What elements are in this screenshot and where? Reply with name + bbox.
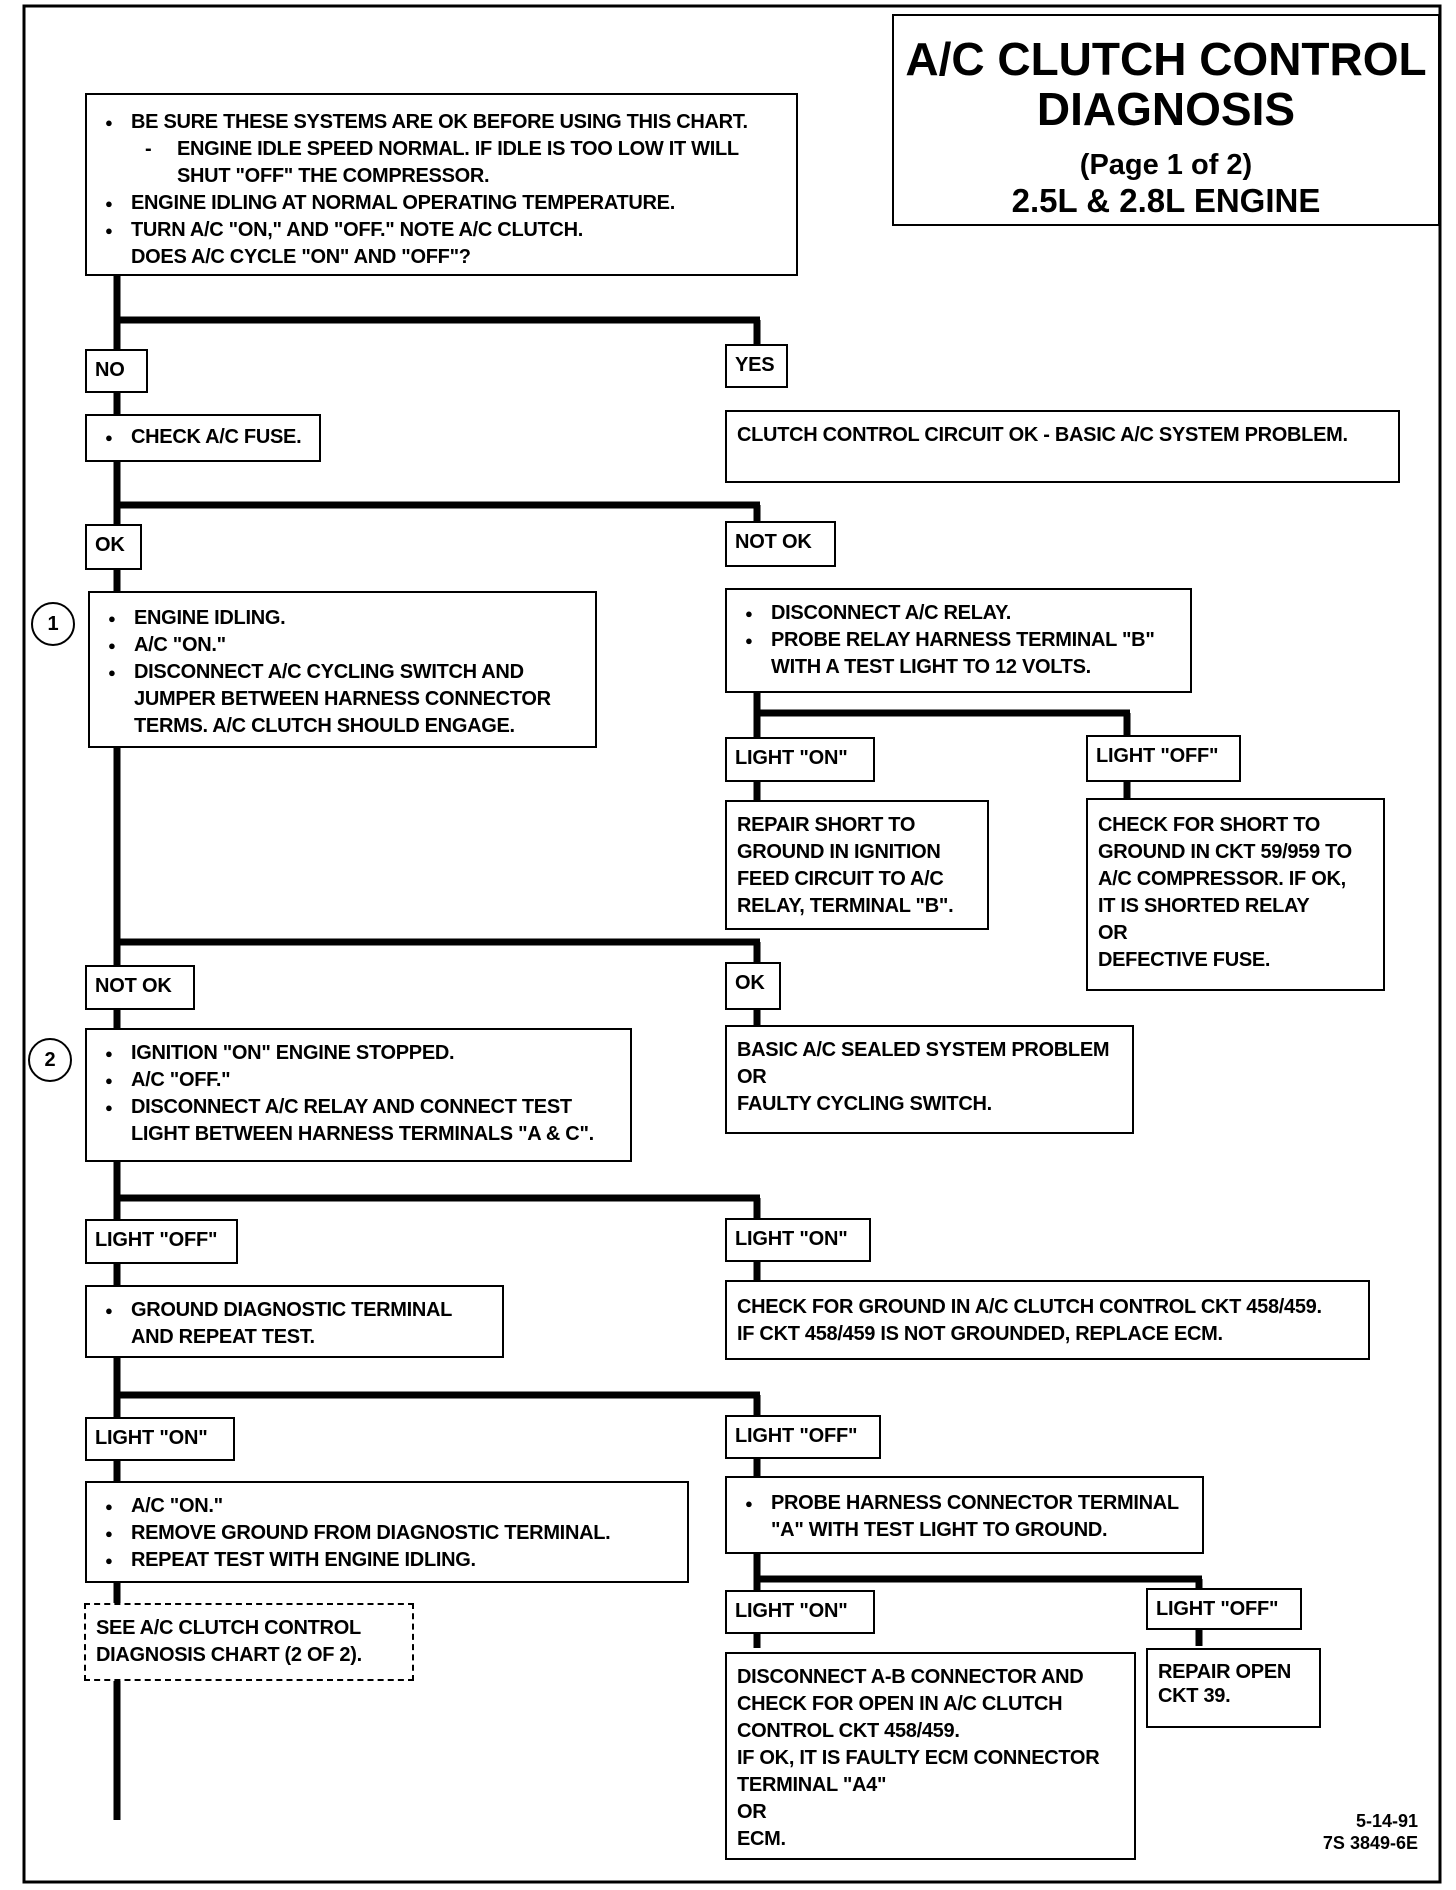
remove-ground-item: ● REMOVE GROUND FROM DIAGNOSTIC TERMINAL. <box>97 1520 677 1547</box>
label-ok-step1: OK <box>725 962 781 1010</box>
sealed-line: BASIC A/C SEALED SYSTEM PROBLEM <box>737 1039 1110 1061</box>
repair-short-line: FEED CIRCUIT TO A/C <box>737 868 944 890</box>
relay-text: WITH A TEST LIGHT TO 12 VOLTS. <box>771 656 1091 678</box>
label-no: NO <box>85 349 148 393</box>
disconnect-ab-line: OR <box>737 1801 767 1823</box>
relay-item: ● PROBE RELAY HARNESS TERMINAL "B" <box>737 627 1180 654</box>
step1-box <box>88 591 597 748</box>
repair-open-box <box>1146 1648 1321 1728</box>
disconnect-ab-line: CHECK FOR OPEN IN A/C CLUTCH <box>737 1693 1063 1715</box>
start-item <box>97 163 786 190</box>
step-marker-1: 1 <box>31 602 75 646</box>
step-marker-2: 2 <box>28 1038 72 1082</box>
document-id <box>1300 1810 1418 1854</box>
check-short-line: IT IS SHORTED RELAY <box>1098 895 1310 917</box>
check-ground-line: IF CKT 458/459 IS NOT GROUNDED, REPLACE ECM. <box>737 1323 1223 1345</box>
check-short-line: A/C COMPRESSOR. IF OK, <box>1098 868 1346 890</box>
probe-item <box>737 1517 1192 1544</box>
probe-box <box>725 1476 1204 1554</box>
chart-page-number: (Page 1 of 2) <box>1079 149 1253 181</box>
disconnect-ab-line: ECM. <box>737 1828 786 1850</box>
start-item <box>97 244 786 271</box>
step1-text: JUMPER BETWEEN HARNESS CONNECTOR <box>134 688 551 710</box>
step2-item: ● DISCONNECT A/C RELAY AND CONNECT TEST <box>97 1094 620 1121</box>
ground-diag-box <box>85 1285 504 1358</box>
disconnect-ab-box <box>725 1652 1136 1860</box>
relay-item <box>737 654 1180 681</box>
check-ground-box <box>725 1280 1370 1360</box>
check-fuse-item: ● CHECK A/C FUSE. <box>97 424 309 451</box>
ground-diag-item: ● GROUND DIAGNOSTIC TERMINAL <box>97 1297 492 1324</box>
probe-text: "A" WITH TEST LIGHT TO GROUND. <box>771 1519 1108 1541</box>
disconnect-ab-line: DISCONNECT A-B CONNECTOR AND <box>737 1666 1084 1688</box>
start-item: ● BE SURE THESE SYSTEMS ARE OK BEFORE USING THIS CHART. <box>97 109 786 136</box>
step1-item <box>100 713 585 740</box>
disconnect-ab-line: CONTROL CKT 458/459. <box>737 1720 960 1742</box>
label-light-on-ground: LIGHT "ON" <box>85 1417 235 1461</box>
label-ok: OK <box>85 524 142 570</box>
repair-short-line: GROUND IN IGNITION <box>737 841 941 863</box>
remove-ground-item: ● REPEAT TEST WITH ENGINE IDLING. <box>97 1547 677 1574</box>
chart-title-block <box>892 14 1440 226</box>
check-ground-line: CHECK FOR GROUND IN A/C CLUTCH CONTROL CKT 458/459. <box>737 1296 1322 1318</box>
check-short-line: CHECK FOR SHORT TO <box>1098 814 1321 836</box>
step1-text: TERMS. A/C CLUTCH SHOULD ENGAGE. <box>134 715 515 737</box>
check-short-box <box>1086 798 1385 991</box>
relay-box <box>725 588 1192 693</box>
repair-short-line: RELAY, TERMINAL "B". <box>737 895 954 917</box>
document-number: 7S 3849-6E <box>1322 1833 1418 1853</box>
label-yes: YES <box>725 344 788 388</box>
label-light-off-probe: LIGHT "OFF" <box>1146 1588 1302 1630</box>
step1-item: ● ENGINE IDLING. <box>100 605 585 632</box>
check-short-line: GROUND IN CKT 59/959 TO <box>1098 841 1352 863</box>
label-light-on-step2: LIGHT "ON" <box>725 1218 871 1262</box>
label-light-on-probe: LIGHT "ON" <box>725 1590 875 1634</box>
start-box <box>85 93 798 276</box>
sealed-line: FAULTY CYCLING SWITCH. <box>737 1093 992 1115</box>
disconnect-ab-line: TERMINAL "A4" <box>737 1774 887 1796</box>
label-light-off-step2: LIGHT "OFF" <box>85 1219 238 1264</box>
step2-item: ● A/C "OFF." <box>97 1067 620 1094</box>
start-item: ● ENGINE IDLING AT NORMAL OPERATING TEMPERATURE. <box>97 190 786 217</box>
step2-box <box>85 1028 632 1162</box>
ground-diag-item <box>97 1324 492 1351</box>
repair-open-line: CKT 39. <box>1158 1685 1231 1707</box>
chart-title-line2: DIAGNOSIS <box>1036 83 1296 135</box>
step1-item <box>100 686 585 713</box>
remove-ground-box <box>85 1481 689 1583</box>
repair-short-box <box>725 800 989 930</box>
start-item-text: SHUT "OFF" THE COMPRESSOR. <box>177 165 490 187</box>
start-item: ● TURN A/C "ON," AND "OFF." NOTE A/C CLUTCH. <box>97 217 786 244</box>
chart-title-line1: A/C CLUTCH CONTROL <box>905 33 1427 85</box>
probe-item: ● PROBE HARNESS CONNECTOR TERMINAL <box>737 1490 1192 1517</box>
label-not-ok: NOT OK <box>725 521 836 567</box>
step1-item: ● A/C "ON." <box>100 632 585 659</box>
disconnect-ab-line: IF OK, IT IS FAULTY ECM CONNECTOR <box>737 1747 1100 1769</box>
step2-item: ● IGNITION "ON" ENGINE STOPPED. <box>97 1040 620 1067</box>
see-chart-line: SEE A/C CLUTCH CONTROL <box>96 1617 361 1639</box>
clutch-ok-box <box>725 410 1400 483</box>
see-chart-line: DIAGNOSIS CHART (2 OF 2). <box>96 1644 362 1666</box>
document-date: 5-14-91 <box>1355 1811 1418 1831</box>
relay-item: ● DISCONNECT A/C RELAY. <box>737 600 1180 627</box>
remove-ground-item: ● A/C "ON." <box>97 1493 677 1520</box>
check-short-line: OR <box>1098 922 1128 944</box>
step2-text: LIGHT BETWEEN HARNESS TERMINALS "A & C". <box>131 1123 594 1145</box>
chart-engine: 2.5L & 2.8L ENGINE <box>1011 182 1321 219</box>
repair-open-line: REPAIR OPEN <box>1158 1661 1292 1683</box>
label-not-ok-step1: NOT OK <box>85 965 195 1010</box>
start-item-text: DOES A/C CYCLE "ON" AND "OFF"? <box>131 246 471 268</box>
label-light-off-relay: LIGHT "OFF" <box>1086 735 1241 782</box>
step2-item <box>97 1121 620 1148</box>
check-fuse-box <box>85 414 321 462</box>
label-light-off-ground: LIGHT "OFF" <box>725 1415 881 1459</box>
step1-item: ● DISCONNECT A/C CYCLING SWITCH AND <box>100 659 585 686</box>
clutch-ok-text: CLUTCH CONTROL CIRCUIT OK - BASIC A/C SYSTEM PROBLEM. <box>737 424 1348 446</box>
see-chart-2-box <box>84 1603 414 1681</box>
ground-diag-text: AND REPEAT TEST. <box>131 1326 315 1348</box>
check-short-line: DEFECTIVE FUSE. <box>1098 949 1271 971</box>
sealed-line: OR <box>737 1066 767 1088</box>
label-light-on-relay: LIGHT "ON" <box>725 737 875 782</box>
sealed-system-box <box>725 1025 1134 1134</box>
start-item: - ENGINE IDLE SPEED NORMAL. IF IDLE IS TOO LOW IT WILL <box>97 136 786 163</box>
repair-short-line: REPAIR SHORT TO <box>737 814 916 836</box>
